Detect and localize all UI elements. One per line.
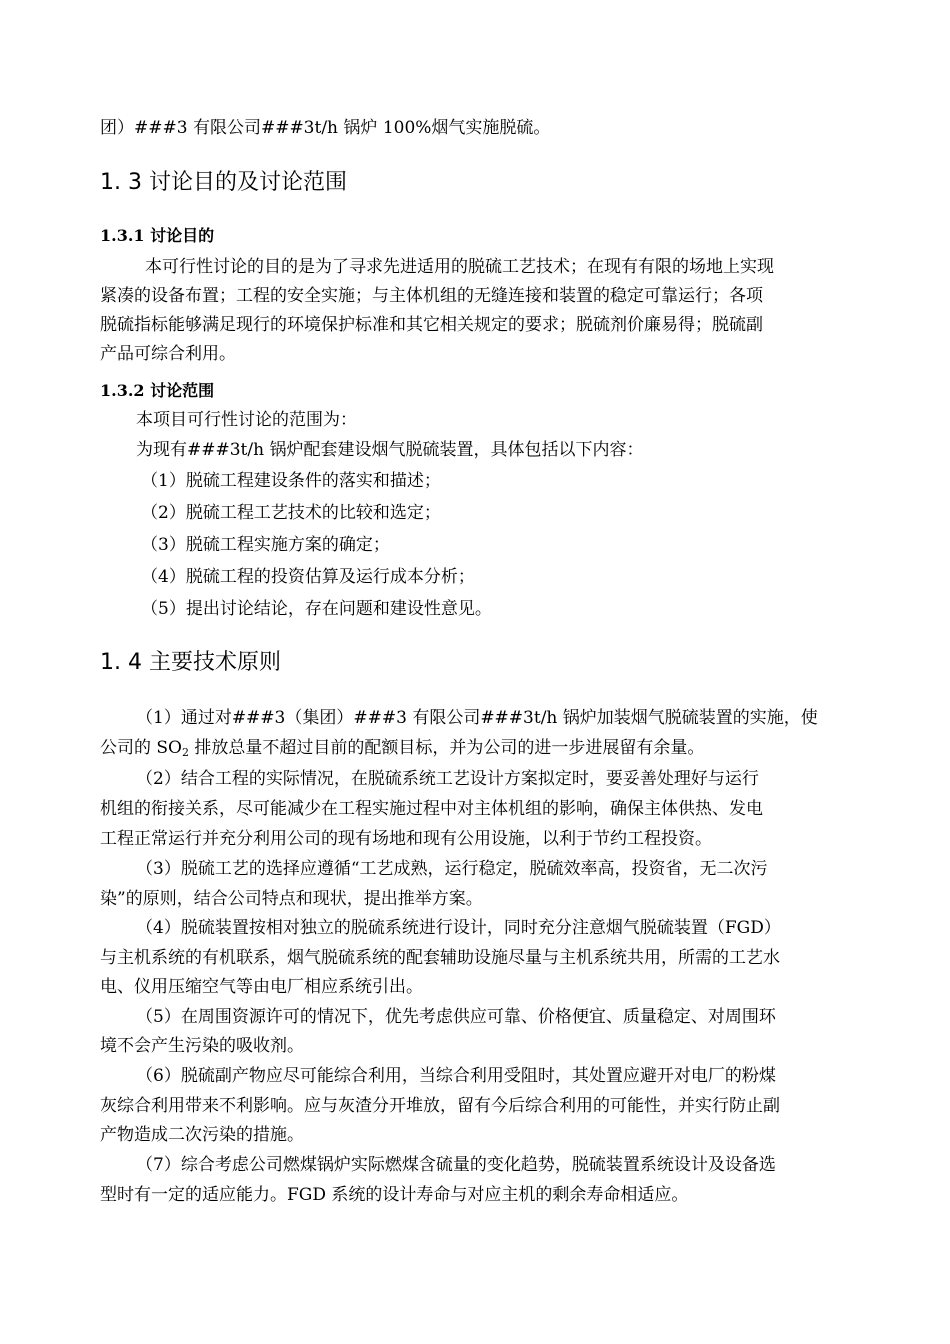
section-heading-1-3: 1. 3 讨论目的及讨论范围: [100, 170, 347, 195]
so2-subscript: 2: [182, 746, 189, 759]
list-item: （5）提出讨论结论，存在问题和建设性意见。: [141, 599, 492, 619]
principle-line: 型时有一定的适应能力。FGD 系统的设计寿命与对应主机的剩余寿命相适应。: [100, 1185, 689, 1205]
scope-intro: 本项目可行性讨论的范围为：: [136, 410, 357, 430]
paragraph-line: 紧凑的设备布置；工程的安全实施；与主体机组的无缝连接和装置的稳定可靠运行；各项: [100, 286, 763, 306]
principle-line: （3）脱硫工艺的选择应遵循“工艺成熟，运行稳定，脱硫效率高，投资省，无二次污: [136, 859, 768, 879]
principle-line: （7）综合考虑公司燃煤锅炉实际燃煤含硫量的变化趋势，脱硫装置系统设计及设备选: [136, 1155, 776, 1175]
principle-line: （1）通过对###3（集团）###3 有限公司###3t/h 锅炉加装烟气脱硫装置的实施，使: [136, 708, 818, 728]
so2-prefix: 公司的 SO: [100, 738, 182, 758]
principle-line: （4）脱硫装置按相对独立的脱硫系统进行设计，同时充分注意烟气脱硫装置（FGD）: [136, 918, 781, 938]
principle-line: （2）结合工程的实际情况，在脱硫系统工艺设计方案拟定时，要妥善处理好与运行: [136, 769, 759, 789]
section-heading-1-4: 1. 4 主要技术原则: [100, 650, 281, 675]
subsection-heading-1-3-1: 1.3.1 讨论目的: [100, 226, 215, 245]
so2-suffix: 排放总量不超过目前的配额目标，并为公司的进一步进展留有余量。: [189, 738, 705, 758]
principle-line: 工程正常运行并充分利用公司的现有场地和现有公用设施，以利于节约工程投资。: [100, 829, 712, 849]
paragraph-line: 脱硫指标能够满足现行的环境保护标准和其它相关规定的要求；脱硫剂价廉易得；脱硫副: [100, 315, 763, 335]
paragraph-line: 产品可综合利用。: [100, 344, 236, 364]
principle-line: 电、仪用压缩空气等由电厂相应系统引出。: [100, 977, 423, 997]
subsection-heading-1-3-2: 1.3.2 讨论范围: [100, 381, 215, 400]
principle-line: 染”的原则，结合公司特点和现状，提出推举方案。: [100, 889, 483, 909]
principle-line: （5）在周围资源许可的情况下，优先考虑供应可靠、价格便宜、质量稳定、对周围环: [136, 1007, 776, 1027]
principle-line: [100, 738, 704, 758]
principle-line: （6）脱硫副产物应尽可能综合利用，当综合利用受阻时，其处置应避开对电厂的粉煤: [136, 1066, 776, 1086]
principle-line: 境不会产生污染的吸收剂。: [100, 1036, 304, 1056]
list-item: （4）脱硫工程的投资估算及运行成本分析；: [141, 567, 475, 587]
principle-line: 灰综合利用带来不利影响。应与灰渣分开堆放，留有今后综合利用的可能性，并实行防止副: [100, 1096, 780, 1116]
principle-line: 机组的衔接关系，尽可能减少在工程实施过程中对主体机组的影响，确保主体供热、发电: [100, 799, 763, 819]
list-item: （2）脱硫工程工艺技术的比较和选定；: [141, 503, 441, 523]
principle-line: 与主机系统的有机联系，烟气脱硫系统的配套辅助设施尽量与主机系统共用，所需的工艺水: [100, 948, 780, 968]
scope-intro: 为现有###3t/h 锅炉配套建设烟气脱硫装置，具体包括以下内容：: [136, 440, 644, 460]
list-item: （1）脱硫工程建设条件的落实和描述；: [141, 471, 441, 491]
paragraph-line: 本可行性讨论的目的是为了寻求先进适用的脱硫工艺技术；在现有有限的场地上实现: [145, 257, 774, 277]
principle-line: 产物造成二次污染的措施。: [100, 1125, 304, 1145]
continuation-line: 团）###3 有限公司###3t/h 锅炉 100%烟气实施脱硫。: [100, 118, 551, 138]
list-item: （3）脱硫工程实施方案的确定；: [141, 535, 390, 555]
